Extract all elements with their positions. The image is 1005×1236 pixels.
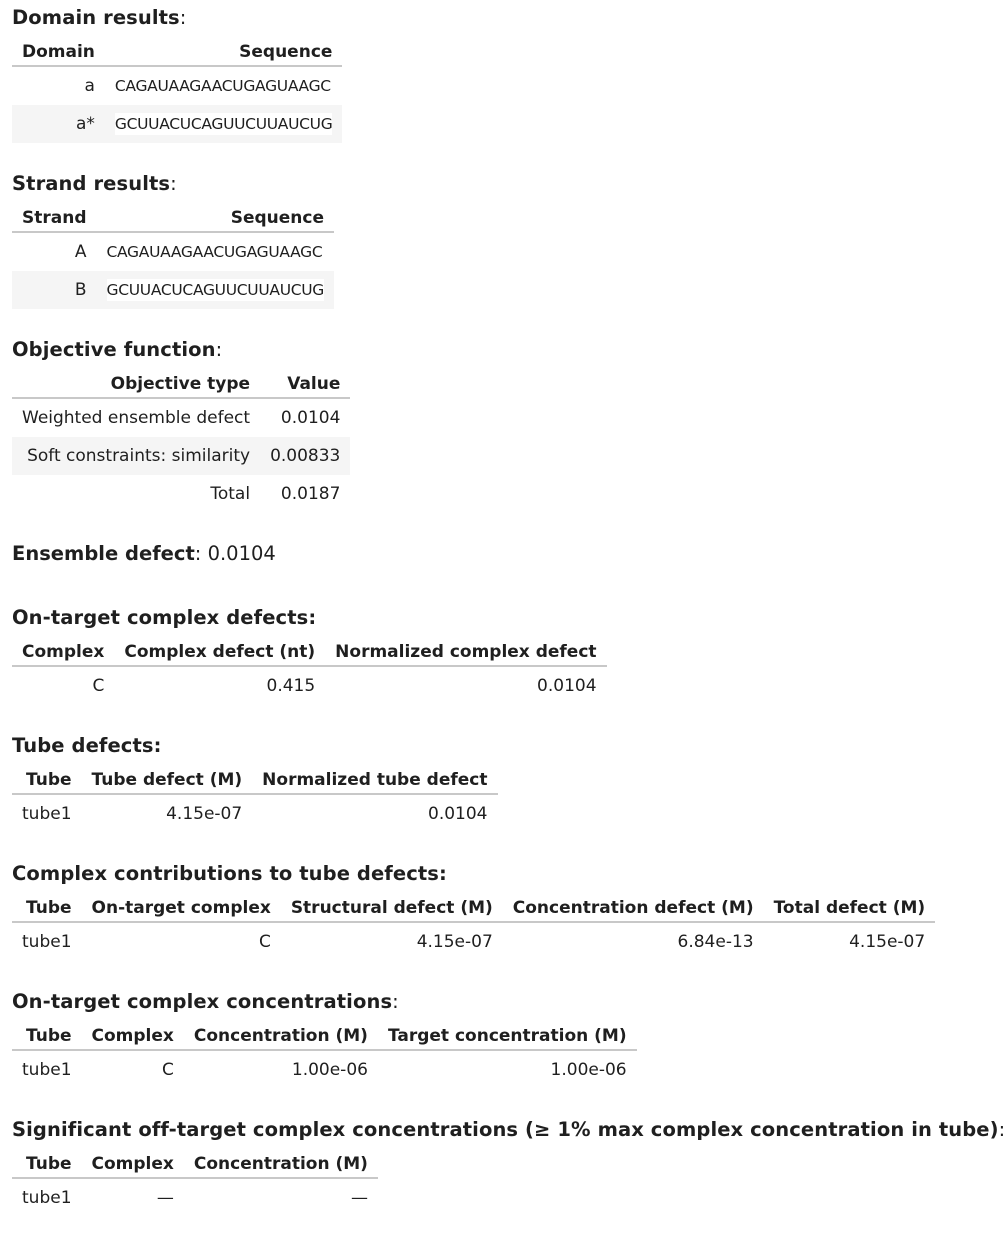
column-header: Complex: [82, 1150, 184, 1178]
column-header: Target concentration (M): [378, 1022, 637, 1050]
column-header: Concentration defect (M): [503, 894, 764, 922]
section-title: Objective function:: [12, 338, 223, 361]
table-header-row: [12, 204, 334, 232]
total-defect-cell: 4.15e-07: [849, 932, 926, 952]
objective-function-table: [12, 370, 350, 513]
column-header: Domain: [12, 38, 105, 66]
column-header: Structural defect (M): [281, 894, 503, 922]
normalized-defect-cell: 0.0104: [537, 676, 597, 696]
section-title: On-target complex defects:: [12, 606, 317, 629]
column-header: Tube: [12, 766, 82, 794]
target-concentration-cell: 1.00e-06: [550, 1060, 627, 1080]
strand-results-table: [12, 204, 334, 309]
normalized-tube-defect-cell: 0.0104: [428, 804, 488, 824]
tube-defects-section: [12, 734, 498, 833]
objective-type-cell: Soft constraints: similarity: [12, 437, 260, 475]
on-target-concentrations-section: [12, 990, 637, 1089]
tube-defects-table: [12, 766, 498, 833]
complex-contributions-section: [12, 862, 935, 961]
column-header: Tube: [12, 1150, 82, 1178]
complex-contributions-table: [12, 894, 935, 961]
table-row: [12, 1178, 378, 1217]
domain-cell: a*: [12, 105, 105, 143]
column-header: Normalized complex defect: [325, 638, 606, 666]
column-header: Value: [260, 370, 350, 398]
domain-results-section: [12, 6, 342, 143]
on-target-complex-defects-table: [12, 638, 607, 705]
sequence-cell: CAGAUAAGAACUGAGUAAGC: [114, 77, 331, 95]
column-header: Concentration (M): [184, 1150, 378, 1178]
ensemble-defect-value: 0.0104: [207, 542, 276, 565]
column-header: Complex defect (nt): [114, 638, 325, 666]
section-title: On-target complex concentrations:: [12, 990, 399, 1013]
table-header-row: [12, 766, 498, 794]
section-title: Significant off-target complex concentrations (≥ 1% max complex concentration in tube):: [12, 1118, 1005, 1141]
column-header: Tube: [12, 894, 82, 922]
tube-defect-cell: 4.15e-07: [166, 804, 243, 824]
ensemble-defect-label: Ensemble defect: [12, 542, 195, 565]
concentration-defect-cell: 6.84e-13: [677, 932, 754, 952]
column-header: Total defect (M): [764, 894, 936, 922]
column-header: Sequence: [97, 204, 335, 232]
column-header: Complex: [12, 638, 114, 666]
complex-cell: —: [156, 1188, 174, 1208]
tube-cell: tube1: [22, 804, 72, 824]
tube-cell: tube1: [22, 1188, 72, 1208]
value-cell: 0.0187: [280, 484, 341, 504]
off-target-concentrations-section: [12, 1118, 1005, 1217]
tube-cell: tube1: [22, 1060, 72, 1080]
complex-cell: C: [162, 1060, 174, 1080]
off-target-concentrations-table: [12, 1150, 378, 1217]
strand-results-section: [12, 172, 334, 309]
table-header-row: [12, 370, 350, 398]
section-title: Tube defects:: [12, 734, 162, 757]
column-header: Complex: [82, 1022, 184, 1050]
on-target-complex-defects-section: [12, 606, 607, 705]
concentration-cell: 1.00e-06: [291, 1060, 368, 1080]
table-row: [12, 666, 607, 705]
table-row: [12, 232, 334, 271]
tube-cell: tube1: [22, 932, 72, 952]
structural-defect-cell: 4.15e-07: [416, 932, 493, 952]
table-header-row: [12, 894, 935, 922]
table-header-row: [12, 1150, 378, 1178]
table-header-row: [12, 38, 342, 66]
section-title: Domain results:: [12, 6, 187, 29]
domain-results-table: [12, 38, 342, 143]
table-row: [12, 475, 350, 513]
sequence-cell: CAGAUAAGAACUGAGUAAGC: [106, 243, 323, 261]
domain-cell: a: [84, 76, 95, 96]
table-row: [12, 437, 350, 475]
column-header: Objective type: [12, 370, 260, 398]
objective-type-cell: Total: [210, 484, 251, 504]
column-header: Sequence: [105, 38, 343, 66]
table-row: [12, 794, 498, 833]
column-header: Normalized tube defect: [252, 766, 497, 794]
table-row: [12, 922, 935, 961]
objective-type-cell: Weighted ensemble defect: [22, 408, 251, 428]
column-header: On-target complex: [82, 894, 281, 922]
ensemble-defect: Ensemble defect: 0.0104: [12, 542, 276, 565]
column-header: Tube defect (M): [82, 766, 253, 794]
on-target-complex-cell: C: [258, 932, 271, 952]
table-row: [12, 398, 350, 437]
sequence-cell: GCUUACUCAGUUCUUAUCUG: [97, 271, 335, 309]
table-row: [12, 105, 342, 143]
value-cell: 0.0104: [280, 408, 341, 428]
on-target-concentrations-table: [12, 1022, 637, 1089]
column-header: Strand: [12, 204, 97, 232]
concentration-cell: —: [350, 1188, 368, 1208]
table-row: [12, 271, 334, 309]
complex-defect-cell: 0.415: [266, 676, 316, 696]
strand-cell: B: [12, 271, 97, 309]
table-header-row: [12, 638, 607, 666]
column-header: Tube: [12, 1022, 82, 1050]
objective-function-section: [12, 338, 350, 513]
strand-cell: A: [74, 242, 87, 262]
table-header-row: [12, 1022, 637, 1050]
table-row: [12, 66, 342, 105]
sequence-cell: GCUUACUCAGUUCUUAUCUG: [105, 105, 343, 143]
section-title: Complex contributions to tube defects:: [12, 862, 447, 885]
complex-cell: C: [92, 676, 105, 696]
value-cell: 0.00833: [260, 437, 350, 475]
section-title: Strand results:: [12, 172, 177, 195]
column-header: Concentration (M): [184, 1022, 378, 1050]
table-row: [12, 1050, 637, 1089]
